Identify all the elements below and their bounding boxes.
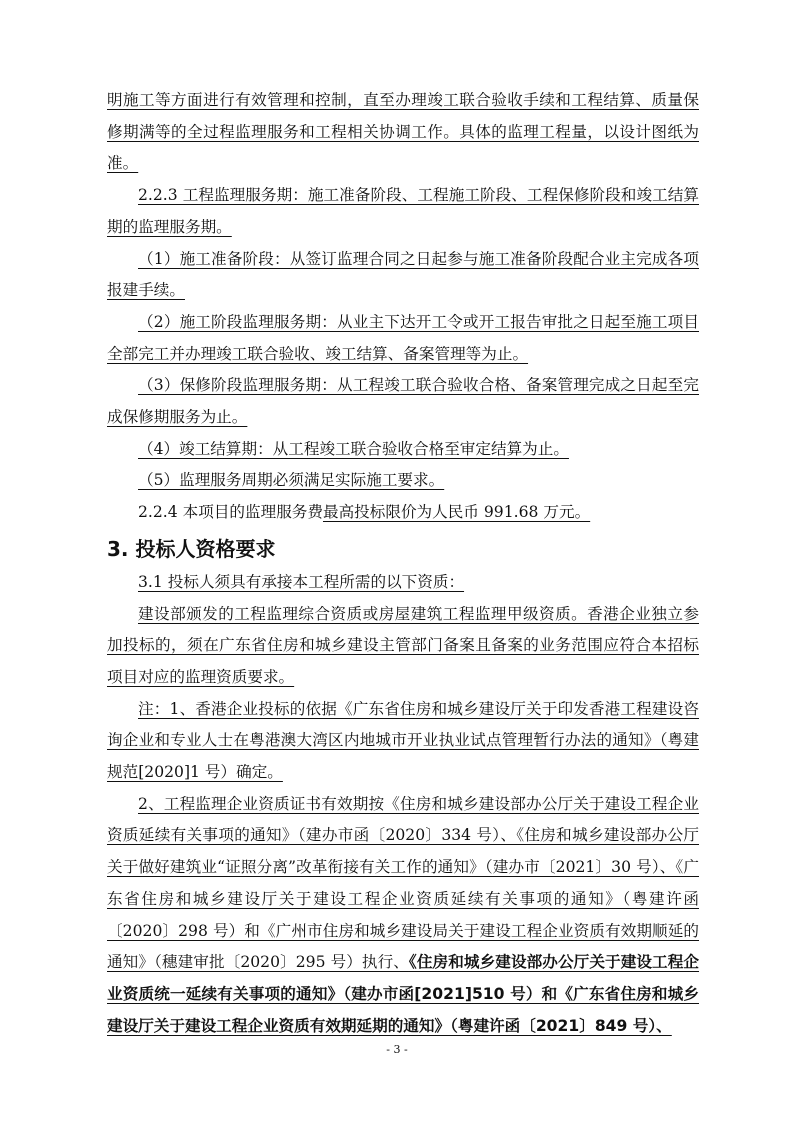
- item-3-text: （3）保修阶段监理服务期：从工程竣工联合验收合格、备案管理完成之日起至完成保修期服务为止。: [107, 376, 699, 427]
- paragraph-item-4: [107, 434, 699, 466]
- qualification-text: 3.1 投标人须具有承接本工程所需的以下资质：: [138, 572, 465, 591]
- note-1-text: 注：1、香港企业投标的依据《广东省住房和城乡建设厅关于印发香港工程建设咨询企业和专业人士在粤港澳大湾区内地城市开业执业试点管理暂行办法的通知》（粤建规范[2020]1 号）确定。: [107, 699, 699, 782]
- qualification-detail-text: 建设部颁发的工程监理综合资质或房屋建筑工程监理甲级资质。香港企业独立参加投标的，须在广东省住房和城乡建设主管部门备案且备案的业务范围应符合本招标项目对应的监理资质要求。: [107, 604, 699, 686]
- item-1-text: （1）施工准备阶段：从签订监理合同之日起参与施工准备阶段配合业主完成各项报建手续。: [107, 249, 699, 300]
- page-number: - 3 -: [386, 1043, 408, 1056]
- scope-text: 明施工等方面进行有效管理和控制，直至办理竣工联合验收手续和工程结算、质量保修期满等的全过程监理服务和工程相关协调工作。具体的监理工程量，以设计图纸为准。: [107, 91, 699, 173]
- item-5-text: （5）监理服务周期必须满足实际施工要求。: [138, 471, 445, 490]
- paragraph-item-1: [107, 244, 699, 307]
- section-heading: 3. 投标人资格要求: [107, 536, 276, 561]
- paragraph-item-5: [107, 465, 699, 497]
- paragraph-qualification: [107, 567, 699, 599]
- page-content: [107, 85, 699, 1042]
- service-period-text: 2.2.3 工程监理服务期：施工准备阶段、工程施工阶段、工程保修阶段和竣工结算期的监理服务期。: [107, 186, 699, 236]
- service-fee-amount: 最高投标限价为人民币 991.68 万元。: [322, 503, 591, 522]
- item-4-text: （4）竣工结算期：从工程竣工联合验收合格至审定结算为止。: [138, 439, 569, 458]
- note-2-bold-text: 《住房和城乡建设部办公厅关于建设工程企业资质统一延续有关事项的通知》（建办市函[2021]510 号）和《广东省住房和城乡建设厅关于建设工程企业资质有效期延期的通知》（粤建许函〔2021〕849 号）、: [107, 953, 700, 1035]
- paragraph-item-2: [107, 307, 699, 370]
- service-fee-label: 2.2.4 本项目的监理服务费: [138, 503, 323, 522]
- paragraph-item-3: [107, 370, 699, 433]
- item-2-text: （2）施工阶段监理服务期：从业主下达开工令或开工报告审批之日起至施工项目全部完工并办理竣工联合验收、竣工结算、备案管理等为止。: [107, 312, 699, 363]
- paragraph-note-1: [107, 694, 699, 789]
- paragraph-note-2: [107, 789, 699, 1043]
- paragraph-service-fee: [107, 497, 699, 529]
- note-2-text: 2、工程监理企业资质证书有效期按《住房和城乡建设部办公厅关于建设工程企业资质延续有关事项的通知》（建办市函〔2020〕334 号）、《住房和城乡建设部办公厅关于做好建筑业“证照分离”改革衔接有关工作的通知》（建办市〔2021〕30 号）、《广东省住房和城乡建设厅关于建设工程企业资质延续有关事项的通知》（粤建许函〔2020〕298 号）和《广州市住房和城乡建设局关于建设工程企业资质有效期顺延的通知》（穗建审批〔2020〕295 号）执行、: [107, 794, 699, 972]
- paragraph-scope-continued: [107, 85, 699, 180]
- paragraph-qualification-detail: [107, 599, 699, 694]
- paragraph-service-period: [107, 180, 699, 243]
